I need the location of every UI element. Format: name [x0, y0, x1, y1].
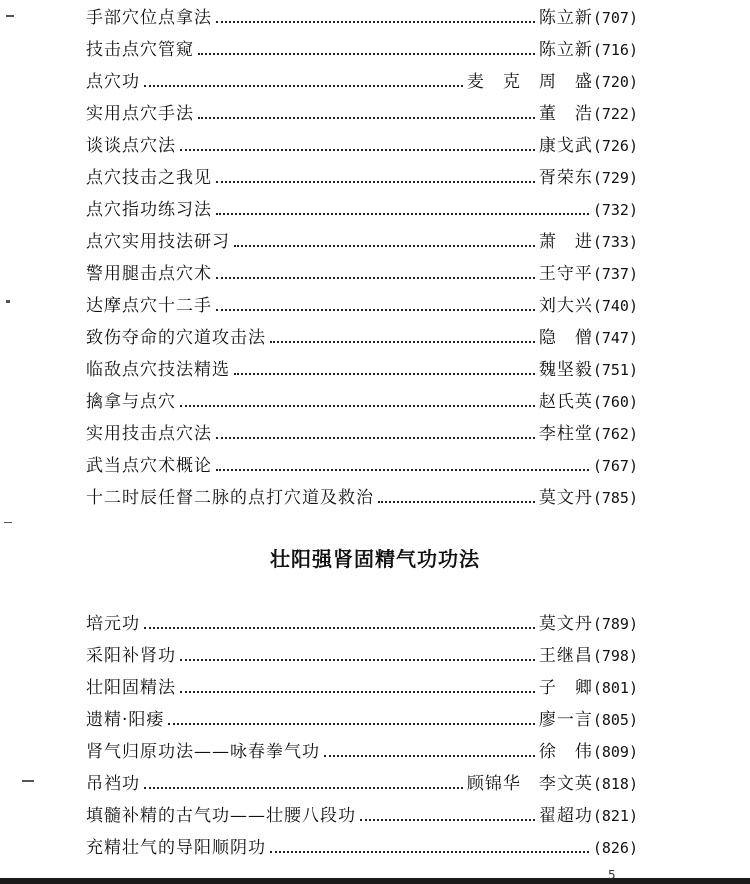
toc-entry-title: 填髓补精的古气功——壮腰八段功 [86, 806, 356, 826]
toc-entry [86, 322, 638, 354]
toc-entry-page: (737) [592, 265, 638, 283]
toc-entry-page: (818) [592, 775, 638, 793]
dot-leader [180, 659, 535, 661]
toc-entry-page: (789) [592, 615, 638, 633]
toc-section-2 [86, 608, 638, 864]
toc-entry-page: (732) [592, 201, 638, 219]
dot-leader [360, 819, 535, 821]
toc-entry [86, 800, 638, 832]
toc-entry-title: 实用点穴手法 [86, 104, 194, 124]
dot-leader [180, 405, 535, 407]
toc-entry [86, 482, 638, 514]
toc-entry-title: 吊裆功 [86, 774, 140, 794]
toc-entry-page: (826) [592, 839, 638, 857]
dot-leader [216, 213, 589, 215]
dot-leader [216, 181, 535, 183]
toc-entry-author: 董 浩 [538, 104, 593, 124]
toc-entry-author: 魏坚毅 [538, 360, 593, 380]
toc-entry [86, 290, 638, 322]
dot-leader [168, 723, 534, 725]
toc-entry-author: 刘大兴 [538, 296, 593, 316]
dot-leader [378, 501, 535, 503]
toc-entry-page: (722) [592, 105, 638, 123]
dot-leader [216, 277, 535, 279]
toc-entry-title: 致伤夺命的穴道攻击法 [86, 328, 266, 348]
toc-entry-author: 萧 进 [538, 232, 593, 252]
toc-entry-author: 李柱堂 [538, 424, 593, 444]
bottom-edge-shadow [0, 878, 750, 884]
dot-leader [270, 851, 589, 853]
toc-entry [86, 450, 638, 482]
toc-entry-page: (821) [592, 807, 638, 825]
dot-leader [324, 755, 535, 757]
toc-entry [86, 162, 638, 194]
toc-entry-page: (751) [592, 361, 638, 379]
dot-leader [144, 85, 463, 87]
toc-entry-author: 陈立新 [538, 8, 593, 28]
dot-leader [216, 437, 535, 439]
toc-entry-title: 十二时辰任督二脉的点打穴道及救治 [86, 488, 374, 508]
toc-entry-author: 莫文丹 [538, 488, 593, 508]
page-number: 5 [608, 868, 616, 882]
dot-leader [234, 373, 535, 375]
toc-entry [86, 608, 638, 640]
toc-entry-page: (809) [592, 743, 638, 761]
toc-entry-author: 麦 克 周 盛 [466, 72, 593, 92]
toc-entry [86, 418, 638, 450]
toc-entry-title: 充精壮气的导阳顺阴功 [86, 838, 266, 858]
toc-entry-author: 翟超功 [538, 806, 593, 826]
dot-leader [270, 341, 535, 343]
toc-entry-page: (798) [592, 647, 638, 665]
toc-entry-author: 康戈武 [538, 136, 593, 156]
toc-entry-author: 陈立新 [538, 40, 593, 60]
toc-entry-title: 手部穴位点拿法 [86, 8, 212, 28]
toc-entry-author: 廖一言 [538, 710, 593, 730]
toc-entry-title: 采阳补肾功 [86, 646, 176, 666]
toc-entry-page: (733) [592, 233, 638, 251]
dot-leader [144, 627, 535, 629]
toc-entry-page: (805) [592, 711, 638, 729]
toc-entry-title: 技击点穴管窥 [86, 40, 194, 60]
margin-mark [6, 300, 10, 303]
toc-entry-page: (726) [592, 137, 638, 155]
dot-leader [216, 469, 589, 471]
toc-entry-title: 点穴实用技法研习 [86, 232, 230, 252]
toc-entry-page: (707) [592, 9, 638, 27]
toc-entry [86, 354, 638, 386]
toc-entry-title: 武当点穴术概论 [86, 456, 212, 476]
toc-entry-page: (740) [592, 297, 638, 315]
toc-entry [86, 386, 638, 418]
toc-entry-title: 警用腿击点穴术 [86, 264, 212, 284]
toc-entry-author: 莫文丹 [538, 614, 593, 634]
toc-entry-page: (762) [592, 425, 638, 443]
dot-leader [234, 245, 535, 247]
toc-entry [86, 194, 638, 226]
margin-mark [4, 522, 12, 523]
toc-entry-title: 遗精·阳痿 [86, 710, 165, 730]
toc-entry-author: 胥荣东 [538, 168, 593, 188]
dot-leader [144, 787, 463, 789]
toc-entry-page: (785) [592, 489, 638, 507]
toc-entry-title: 谈谈点穴法 [86, 136, 176, 156]
margin-mark [22, 780, 34, 782]
toc-entry-page: (729) [592, 169, 638, 187]
toc-entry-title: 点穴技击之我见 [86, 168, 212, 188]
toc-entry [86, 640, 638, 672]
toc-entry [86, 736, 638, 768]
toc-entry-page: (720) [592, 73, 638, 91]
toc-entry-page: (767) [592, 457, 638, 475]
toc-entry-page: (801) [592, 679, 638, 697]
dot-leader [180, 691, 535, 693]
toc-entry-title: 点穴功 [86, 72, 140, 92]
toc-entry-title: 壮阳固精法 [86, 678, 176, 698]
toc-entry [86, 672, 638, 704]
dot-leader [180, 149, 535, 151]
section-heading: 壮阳强肾固精气功功法 [270, 547, 480, 571]
toc-entry [86, 130, 638, 162]
dot-leader [216, 21, 535, 23]
toc-entry-page: (716) [592, 41, 638, 59]
toc-entry-title: 擒拿与点穴 [86, 392, 176, 412]
toc-entry-page: (747) [592, 329, 638, 347]
toc-entry [86, 66, 638, 98]
toc-entry-author: 赵氏英 [538, 392, 593, 412]
toc-entry-page: (760) [592, 393, 638, 411]
toc-entry [86, 226, 638, 258]
toc-entry-title: 培元功 [86, 614, 140, 634]
toc-entry [86, 768, 638, 800]
dot-leader [198, 117, 535, 119]
toc-entry-author: 隐 僧 [538, 328, 593, 348]
dot-leader [198, 53, 535, 55]
toc-entry-title: 实用技击点穴法 [86, 424, 212, 444]
dot-leader [216, 309, 535, 311]
toc-entry-author: 徐 伟 [538, 742, 593, 762]
toc-entry [86, 2, 638, 34]
toc-entry-title: 肾气归原功法——咏春拳气功 [86, 742, 320, 762]
toc-section-1 [86, 2, 638, 514]
margin-mark [6, 15, 14, 17]
toc-entry-title: 点穴指功练习法 [86, 200, 212, 220]
toc-entry-author: 王继昌 [538, 646, 593, 666]
toc-entry [86, 832, 638, 864]
toc-entry [86, 258, 638, 290]
toc-entry [86, 98, 638, 130]
toc-entry [86, 704, 638, 736]
toc-entry-title: 临敌点穴技法精选 [86, 360, 230, 380]
toc-entry-author: 王守平 [538, 264, 593, 284]
toc-entry-author: 顾锦华 李文英 [466, 774, 593, 794]
toc-entry-author: 子 卿 [538, 678, 593, 698]
toc-entry [86, 34, 638, 66]
toc-entry-title: 达摩点穴十二手 [86, 296, 212, 316]
